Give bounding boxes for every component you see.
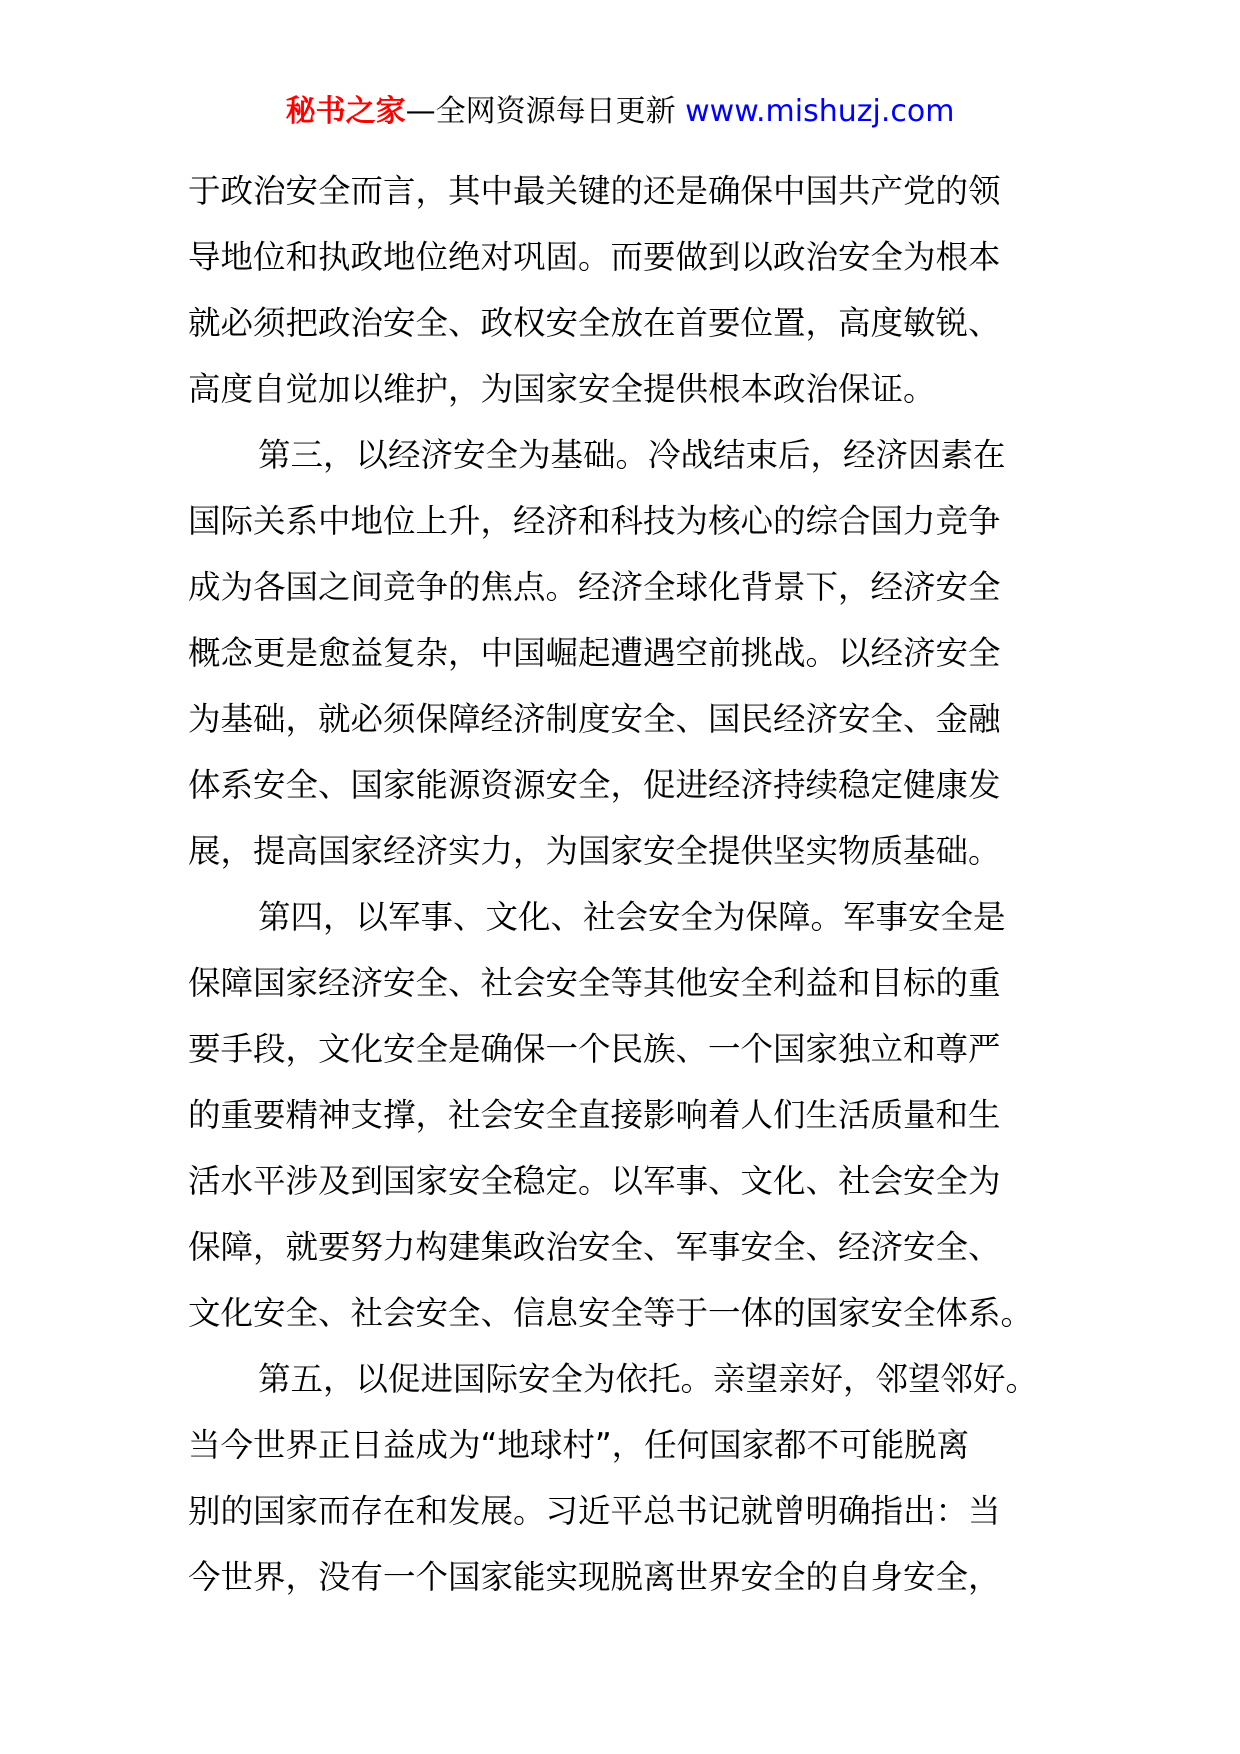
- text-line: 就必须把政治安全、政权安全放在首要位置，高度敏锐、: [188, 304, 1001, 342]
- text-line: 体系安全、国家能源资源安全，促进经济持续稳定健康发: [188, 766, 1001, 804]
- text-line: 活水平涉及到国家安全稳定。以军事、文化、社会安全为: [188, 1162, 1001, 1200]
- text-line: 保障，就要努力构建集政治安全、军事安全、经济安全、: [188, 1228, 1001, 1266]
- text-line: 为基础，就必须保障经济制度安全、国民经济安全、金融: [188, 700, 1001, 738]
- text-line: 当今世界正日益成为“地球村”，任何国家都不可能脱离: [188, 1426, 970, 1464]
- text-line: 今世界，没有一个国家能实现脱离世界安全的自身安全，: [188, 1558, 1001, 1596]
- text-line: 导地位和执政地位绝对巩固。而要做到以政治安全为根本: [188, 238, 1001, 276]
- text-line: 成为各国之间竞争的焦点。经济全球化背景下，经济安全: [188, 568, 1001, 606]
- text-line: 概念更是愈益复杂，中国崛起遭遇空前挑战。以经济安全: [188, 634, 1001, 672]
- page-header: [0, 90, 1240, 134]
- text-line: 高度自觉加以维护，为国家安全提供根本政治保证。: [188, 370, 936, 408]
- text-line: 展，提高国家经济实力，为国家安全提供坚实物质基础。: [188, 832, 1001, 870]
- document-body: [188, 158, 1058, 1610]
- paragraph-start-line: 第四，以军事、文化、社会安全为保障。军事安全是: [258, 898, 1006, 936]
- text-line: 于政治安全而言，其中最关键的还是确保中国共产党的领: [188, 172, 1001, 210]
- header-tagline: —全网资源每日更新: [405, 94, 686, 129]
- paragraph-start-line: 第五，以促进国际安全为依托。亲望亲好，邻望邻好。: [258, 1360, 1039, 1398]
- text-line: 别的国家而存在和发展。习近平总书记就曾明确指出：当: [188, 1492, 1001, 1530]
- text-line: 保障国家经济安全、社会安全等其他安全利益和目标的重: [188, 964, 1001, 1002]
- paragraph-start-line: 第三，以经济安全为基础。冷战结束后，经济因素在: [258, 436, 1006, 474]
- text-line: 文化安全、社会安全、信息安全等于一体的国家安全体系。: [188, 1294, 1034, 1332]
- text-line: 的重要精神支撑，社会安全直接影响着人们生活质量和生: [188, 1096, 1001, 1134]
- text-line: 要手段，文化安全是确保一个民族、一个国家独立和尊严: [188, 1030, 1001, 1068]
- text-line: 国际关系中地位上升，经济和科技为核心的综合国力竞争: [188, 502, 1001, 540]
- brand-name: 秘书之家: [285, 94, 406, 129]
- website-link[interactable]: www.mishuzj.com: [685, 94, 955, 129]
